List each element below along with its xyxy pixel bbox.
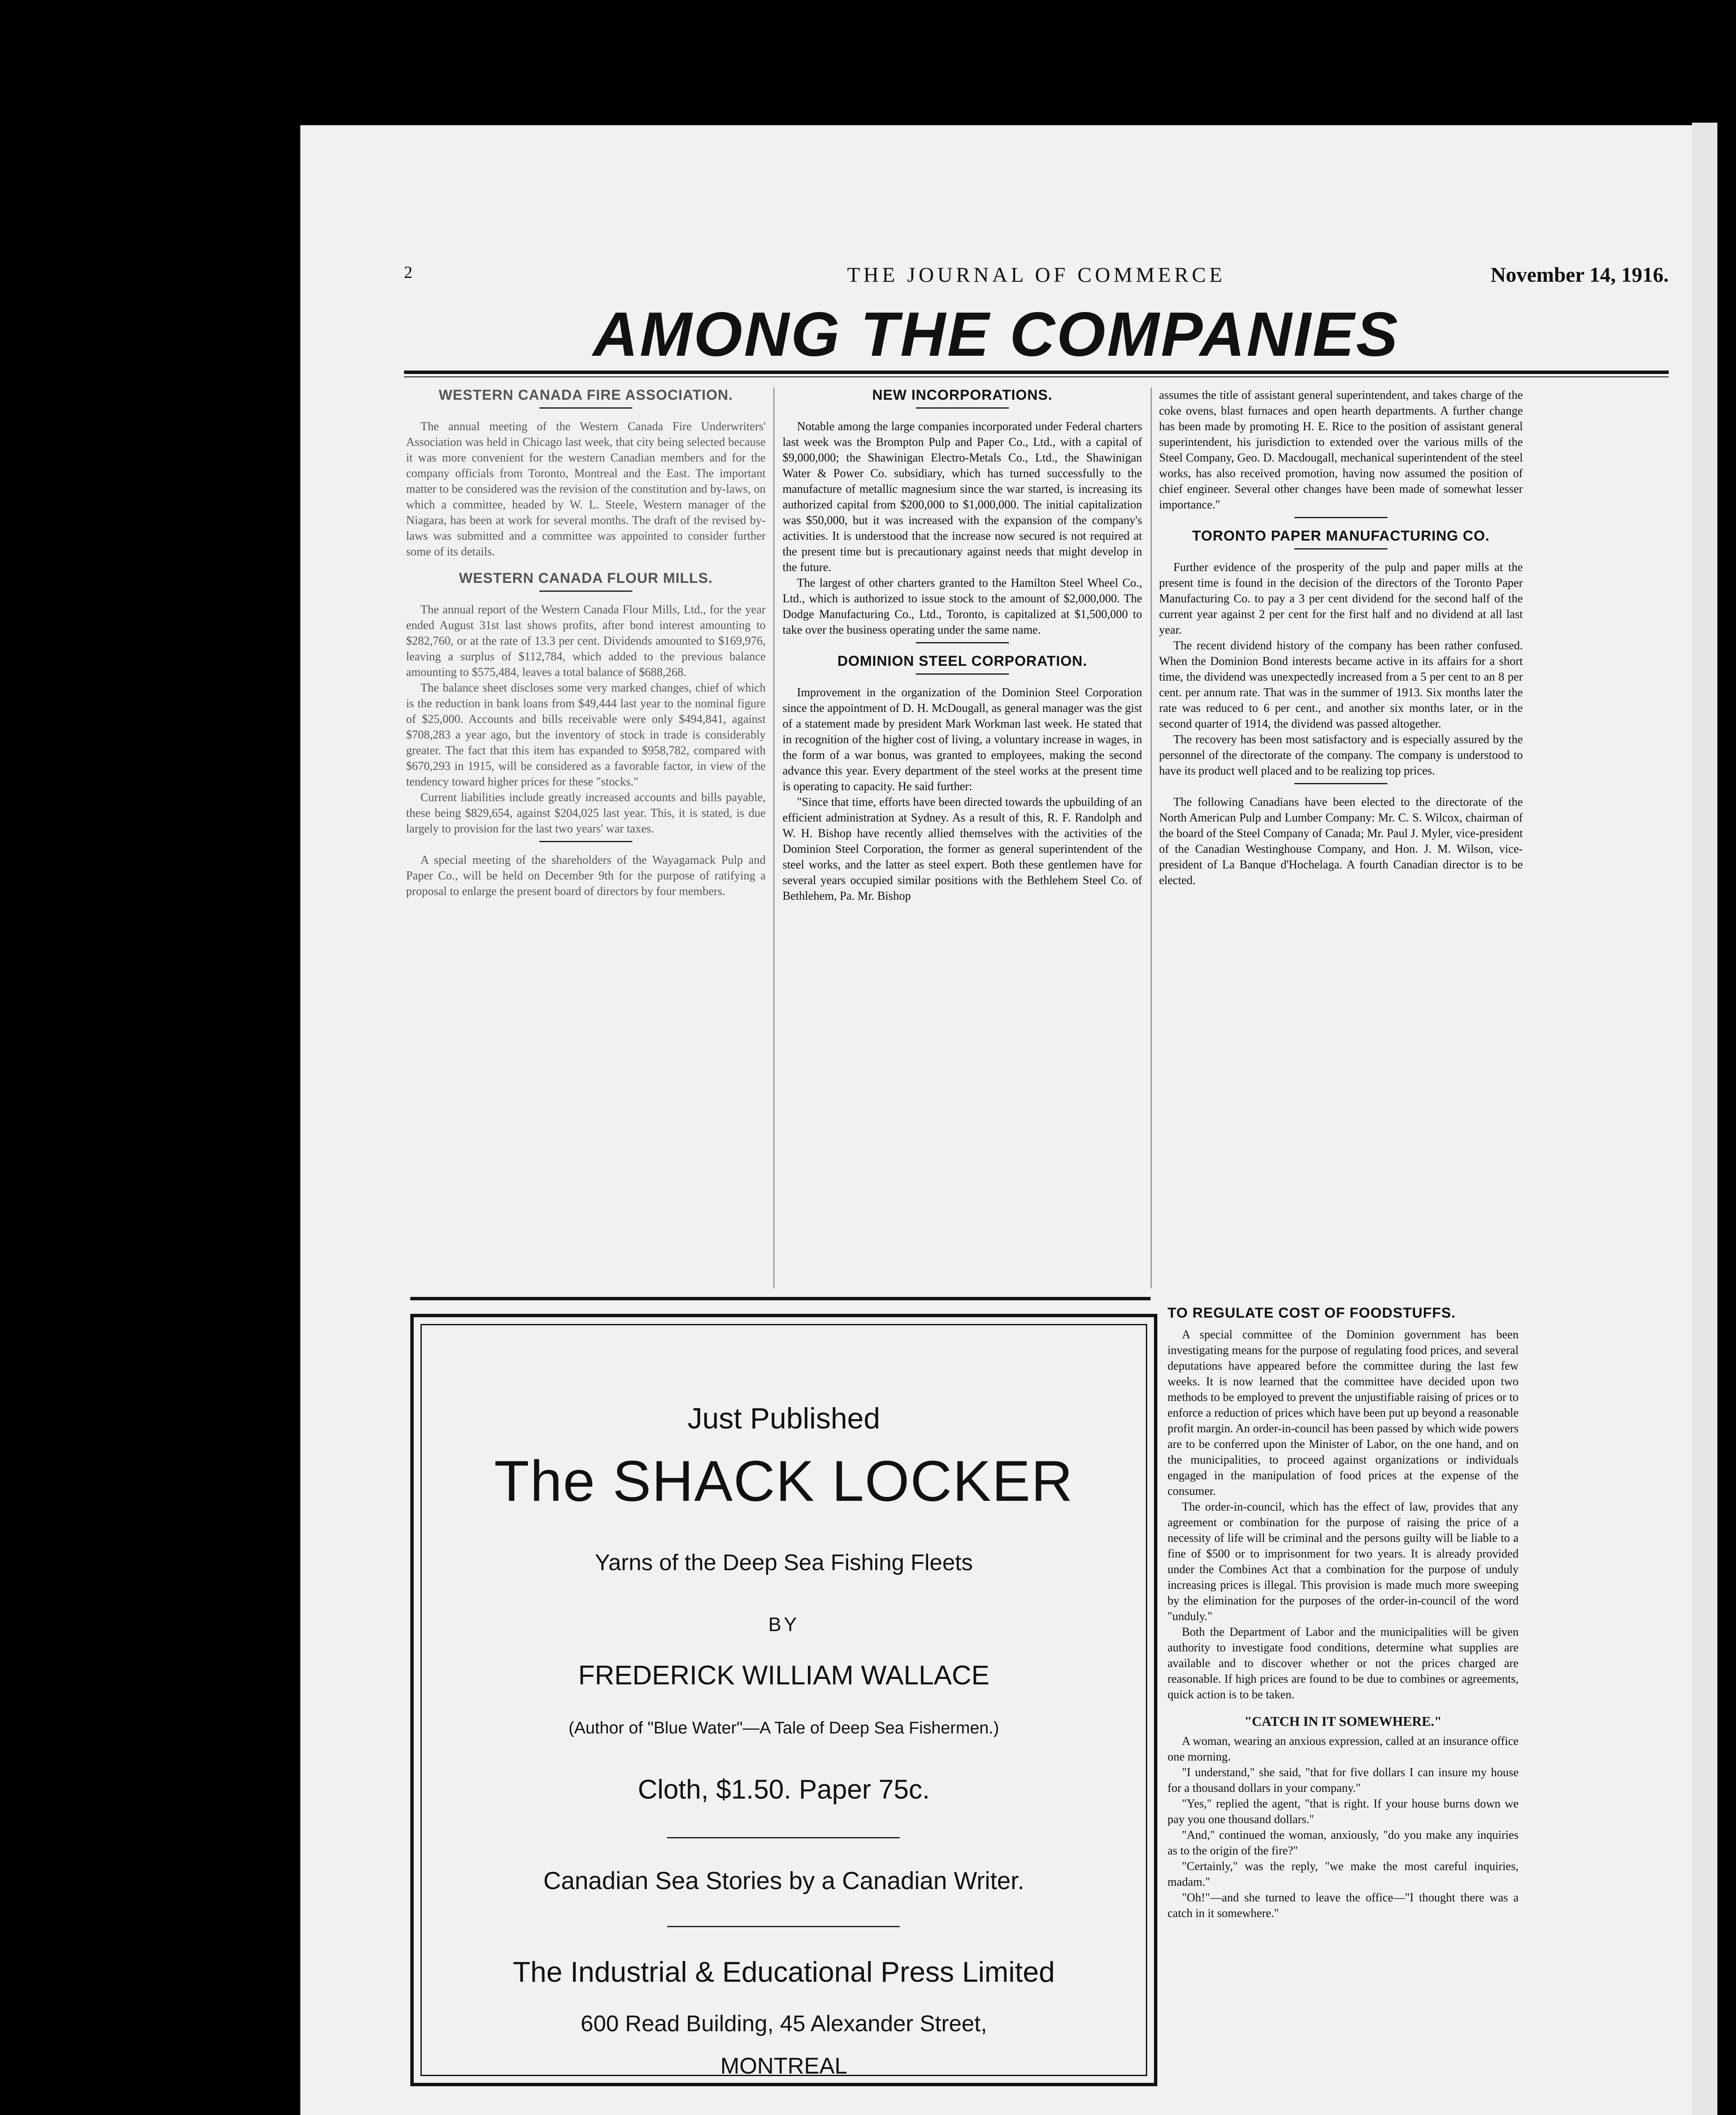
section-banner: AMONG THE COMPANIES <box>593 299 1400 369</box>
book-advertisement <box>410 1314 1157 2086</box>
divider <box>1294 783 1387 784</box>
divider <box>667 1837 900 1838</box>
article-paragraph: A special meeting of the shareholders of the Wayagamack Pulp and Paper Co., will be held on December 9th for the purpose of ratifying a proposal to enlarge the present board of directors by four members. <box>406 854 766 898</box>
article-heading: WESTERN CANADA FIRE ASSOCIATION. <box>439 387 733 403</box>
banner-rule-thin <box>404 376 1669 377</box>
divider <box>916 642 1009 643</box>
article-paragraph: Both the Department of Labor and the municipalities will be given authority to investigate food conditions, determine what supplies are available and to discover whether or not the prices charged are reasonable. If high prices are found to be due to combines or agreements, quick action is to be taken. <box>1167 1626 1519 1701</box>
divider <box>1294 548 1387 549</box>
banner-rule <box>404 371 1669 374</box>
divider <box>539 407 632 409</box>
ad-announcement: Just Published <box>687 1402 880 1435</box>
article-paragraph: Notable among the large companies incorporated under Federal charters last week was the Brompton Pulp and Paper Co., Ltd., with a capital of $9,000,000; the Shawinigan Electro-Metals Co., Ltd., the Shawinigan Water & Power Co. subsidiary, which has turned successfully to the manufacture of metallic magnesium since the war started, is increasing its authorized capital from $200,000 to $1,000,000. The initial capitalization was $50,000, but it was increased with the expansion of the company's activities. It is understood that the increase now secured is not required at the present time but is precautionary against needs that might develop in the future. <box>783 420 1142 574</box>
divider <box>539 841 632 842</box>
article-paragraph: Improvement in the organization of the Dominion Steel Corporation since the appointment of D. H. McDougall, as general manager was the gist of a statement made by president Mark Workman last week. He stated that in recognition of the higher cost of living, a voluntary increase in wages, in the form of a war bonus, was granted to employees, making the second advance this year. Every department of the steel works at the present time is operating to capacity. He said further: <box>783 686 1142 793</box>
column-rule <box>773 387 775 1288</box>
ad-author-note: (Author of "Blue Water"—A Tale of Deep Sea Fishermen.) <box>569 1719 999 1737</box>
ad-author: FREDERICK WILLIAM WALLACE <box>578 1660 990 1690</box>
ad-tagline: Canadian Sea Stories by a Canadian Writer. <box>543 1867 1025 1895</box>
divider <box>1294 517 1387 518</box>
article-paragraph: assumes the title of assistant general superintendent, and takes charge of the coke ovens, blast furnaces and open hearth departments. A further change has been made by promoting H. E. Rice to the position of assistant general superintendent, his jurisdiction to extended over the various mills of the Steel Company, Geo. D. Macdougall, mechanical superintendent of the steel works, has also received promotion, having now assumed the position of chief engineer. Several other changes have been made of somewhat lesser importance." <box>1159 389 1523 511</box>
article-paragraph: "Yes," replied the agent, "that is right. If your house burns down we pay you one thousand dollars." <box>1167 1797 1519 1826</box>
column-rule <box>1151 387 1152 1288</box>
ad-city: MONTREAL <box>720 2053 848 2079</box>
article-paragraph: The largest of other charters granted to the Hamilton Steel Wheel Co., Ltd., which is authorized to issue stock to the amount of $2,000,000. The Dodge Manufacturing Co., Ltd., Toronto, is capitalized at $1,500,000 to take over the business operating under the same name. <box>783 577 1142 637</box>
column-3-lower <box>1167 1305 1519 1921</box>
divider <box>667 1926 900 1927</box>
column-1 <box>406 387 766 899</box>
journal-title: THE JOURNAL OF COMMERCE <box>847 263 1226 286</box>
page-number: 2 <box>404 263 412 282</box>
section-rule <box>410 1297 1151 1300</box>
column-3 <box>1159 387 1523 888</box>
article-paragraph: The recovery has been most satisfactory and is especially assured by the personnel of the directorate of the company. The company is understood to have its product well placed and to be realizing top prices. <box>1159 733 1523 777</box>
ad-address: 600 Read Building, 45 Alexander Street, <box>580 2011 987 2036</box>
divider <box>916 407 1009 409</box>
article-paragraph: "Since that time, efforts have been directed towards the upbuilding of an efficient administration at Sydney. As a result of this, R. F. Randolph and W. H. Bishop have recently allied themselves with the activities of the Dominion Steel Corporation, the former as general superintendent of the steel works, and the latter as steel expert. Both these gentlemen have for several years occupied similar positions with the Bethlehem Steel Co. of Bethlehem, Pa. Mr. Bishop <box>783 796 1142 903</box>
newspaper-page <box>300 125 1692 2115</box>
issue-date: November 14, 1916. <box>1490 263 1669 286</box>
article-paragraph: Current liabilities include greatly increased accounts and bills payable, these being $829,654, against $204,025 last year. This, it is stated, is due largely to provision for the last two years' war taxes. <box>406 791 766 835</box>
article-heading: DOMINION STEEL CORPORATION. <box>837 653 1088 669</box>
ad-book-title: The SHACK LOCKER <box>494 1449 1074 1513</box>
page-header <box>404 262 1669 288</box>
ad-by: BY <box>768 1613 799 1635</box>
ad-publisher: The Industrial & Educational Press Limited <box>513 1956 1055 1988</box>
divider <box>916 673 1009 675</box>
article-heading: WESTERN CANADA FLOUR MILLS. <box>459 570 713 586</box>
article-paragraph: The recent dividend history of the company has been rather confused. When the Dominion Bond interests became active in its affairs for a short time, the dividend was unexpectedly increased from a 5 per cent to an 8 per cent. per annum rate. That was in the summer of 1913. Six months later the rate was reduced to 6 per cent., and another six months later, or in the second quarter of 1914, the dividend was passed altogether. <box>1159 639 1523 731</box>
article-paragraph: The order-in-council, which has the effect of law, provides that any agreement or combination for the purpose of raising the price of a necessity of life will be criminal and the persons guilty will be liable to a fine of $500 or to imprisonment for two years. It is already provided under the Combines Act that a combination for the purpose of unduly increasing prices is illegal. This provision is made much more sweeping by the elimination for the purposes of the order-in-council of the word "unduly." <box>1167 1500 1519 1623</box>
adjacent-page-edge <box>1692 123 1717 2115</box>
article-paragraph: "Certainly," was the reply, "we make the most careful inquiries, madam." <box>1167 1860 1519 1889</box>
article-heading: "CATCH IN IT SOMEWHERE." <box>1244 1714 1442 1729</box>
divider <box>539 591 632 592</box>
advertisement-inner-border <box>420 1324 1147 2079</box>
article-paragraph: A special committee of the Dominion government has been investigating means for the purpose of regulating food prices, and several deputations have appeared before the committee during the last few weeks. It is now learned that the committee have decided upon two methods to be employed to prevent the unjustifiable raising of prices or to enforce a reduction of prices which have been put up beyond a reasonable profit margin. An order-in-council has been passed by which wide powers are to be conferred upon the Minister of Labor, on the one hand, and on the municipalities, to proceed against organizations or individuals engaged in the manipulation of food prices at the expense of the consumer. <box>1167 1328 1519 1498</box>
article-paragraph: The annual meeting of the Western Canada Fire Underwriters' Association was held in Chicago last week, that city being selected because it was more convenient for the western Canadian members and for the company officials from Toronto, Montreal and the East. The important matter to be considered was the revision of the constitution and by-laws, on which a committee, headed by W. L. Steele, Western manager of the Niagara, has been at work for several months. The draft of the revised by-laws was submitted and a committee was appointed to consider further some of its details. <box>406 420 766 558</box>
article-paragraph: "Oh!"—and she turned to leave the office—"I thought there was a catch in it somewhere." <box>1167 1891 1519 1920</box>
article-paragraph: "I understand," she said, "that for five dollars I can insure my house for a thousand dollars in your company." <box>1167 1766 1519 1795</box>
article-paragraph: The following Canadians have been elected to the directorate of the North American Pulp and Lumber Company: Mr. C. S. Wilcox, chairman of the board of the Steel Company of Canada; Mr. Paul J. Myler, vice-president of the Canadian Westinghouse Company, and Hon. J. M. Wilson, vice-president of La Banque d'Hochelaga. A fourth Canadian director is to be elected. <box>1159 796 1523 887</box>
article-paragraph: The annual report of the Western Canada Flour Mills, Ltd., for the year ended August 31st last shows profits, after bond interest amounting to $282,760, or at the rate of 13.3 per cent. Dividends amounted to $169,976, leaving a surplus of $112,784, which added to the previous balance amounting to $575,484, leaves a total balance of $688,268. <box>406 603 766 679</box>
ad-price: Cloth, $1.50. Paper 75c. <box>637 1774 930 1805</box>
article-heading: NEW INCORPORATIONS. <box>872 387 1053 403</box>
column-2 <box>783 387 1142 904</box>
ad-subtitle: Yarns of the Deep Sea Fishing Fleets <box>595 1550 973 1575</box>
article-heading: TO REGULATE COST OF FOODSTUFFS. <box>1167 1305 1456 1321</box>
article-paragraph: "And," continued the woman, anxiously, "do you make any inquiries as to the origin of the fire?" <box>1167 1829 1519 1857</box>
article-paragraph: Further evidence of the prosperity of the pulp and paper mills at the present time is found in the decision of the directors of the Toronto Paper Manufacturing Co. to pay a 3 per cent dividend for the second half of the current year against 2 per cent for the first half and no dividend at all last year. <box>1159 561 1523 637</box>
article-paragraph: The balance sheet discloses some very marked changes, chief of which is the reduction in bank loans from $49,444 last year to the nominal figure of $25,000. Accounts and bills receivable were only $494,841, against $708,283 a year ago, but the inventory of stock in trade is considerably greater. The fact that this item has expanded to $958,782, compared with $670,293 in 1915, will be considered as a favorable factor, in view of the tendency toward higher prices for these "stocks." <box>406 681 766 788</box>
article-heading: TORONTO PAPER MANUFACTURING CO. <box>1192 528 1490 544</box>
article-paragraph: A woman, wearing an anxious expression, called at an insurance office one morning. <box>1167 1735 1519 1763</box>
